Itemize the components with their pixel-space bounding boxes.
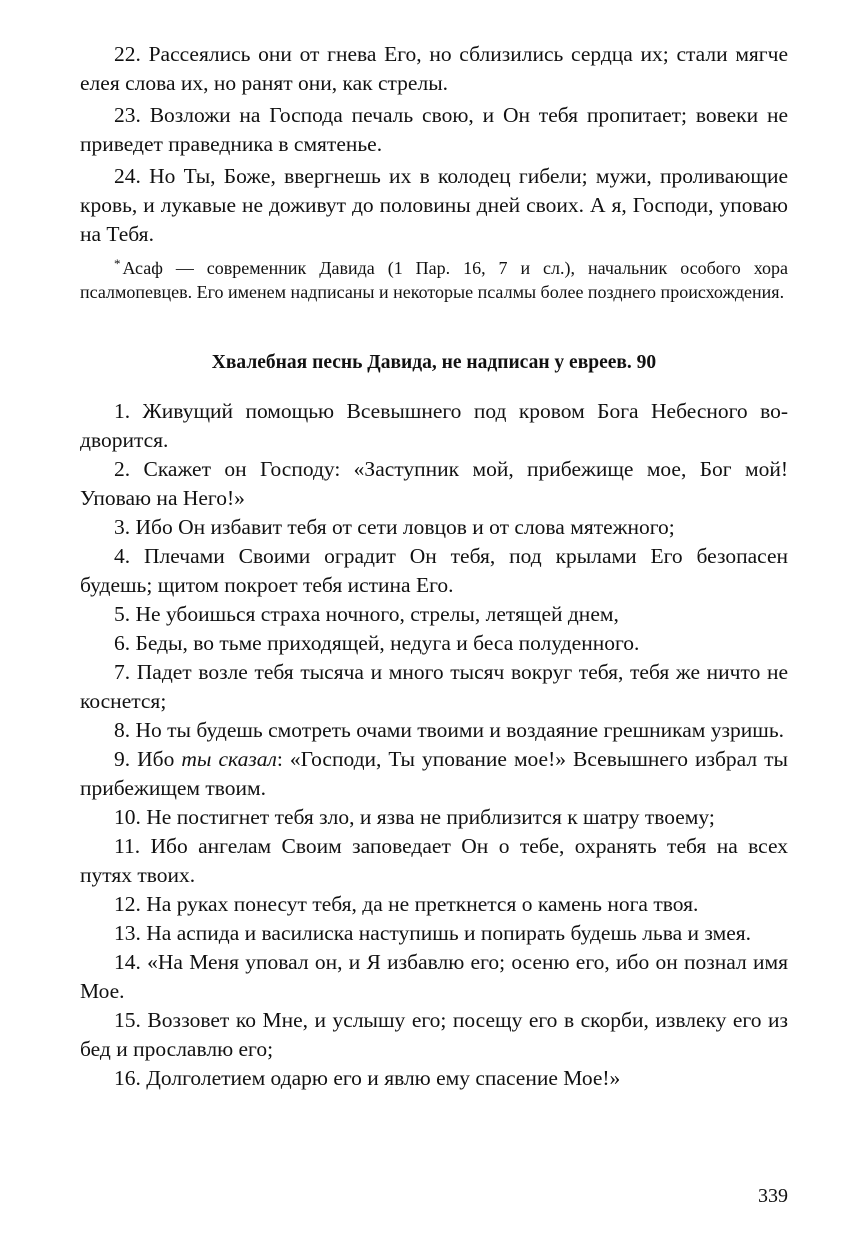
verse-9-italic: ты сказал xyxy=(181,747,277,771)
verse-1: 1. Живущий помощью Всевышнего под кровом Бога Небесного водворится. xyxy=(80,399,788,452)
psalm-heading: Хвалебная песнь Давида, не надписан у евреев. 90 xyxy=(211,352,657,373)
verse-8: 8. Но ты будешь смотреть очами твоими и воздаяние грешникам узришь. xyxy=(114,718,785,742)
footnote xyxy=(80,256,788,304)
verse-12: 12. На руках понесут тебя, да не преткнется о камень нога твоя. xyxy=(114,892,699,916)
verse-14: 14. «На Меня уповал он, и Я избавлю его; осеню его, ибо он познал имя Мое. xyxy=(80,950,788,1003)
verse-6: 6. Беды, во тьме приходящей, недуга и беса полуденного. xyxy=(114,631,640,655)
top-verses xyxy=(80,40,788,252)
page-number: 339 xyxy=(758,1185,788,1207)
verse-10: 10. Не постигнет тебя зло, и язва не приблизится к шатру твоему; xyxy=(114,805,715,829)
psalm-90-verses xyxy=(80,397,788,1093)
verse-3: 3. Ибо Он избавит тебя от сети ловцов и от слова мятежного; xyxy=(114,515,675,539)
verse-16: 16. Долголетием одарю его и явлю ему спасение Мое!» xyxy=(114,1066,621,1090)
verse-2: 2. Скажет он Господу: «Заступник мой, прибежище мое, Бог мой! Уповаю на Него!» xyxy=(80,457,788,510)
verse-9-suffix: : «Господи, Ты упование мое!» Всевышнего избрал ты прибежищем твоим. xyxy=(80,747,788,800)
verse-11: 11. Ибо ангелам Своим заповедает Он о тебе, охранять тебя на всех путях твоих. xyxy=(80,834,788,887)
verse-24: 24. Но Ты, Боже, ввергнешь их в колодец гибели; мужи, проливающие кровь, и лукавые не доживут до половины дней своих. А я, Господи, уповаю на Тебя. xyxy=(80,164,788,246)
footnote-text: Асаф — современник Давида (1 Пар. 16, 7 и сл.), начальник особого хора псалмопевцев. Его именем надписаны и некоторые псалмы более позднего происхождения. xyxy=(80,258,788,302)
verse-4: 4. Плечами Своими оградит Он тебя, под крылами Его безопасен будешь; щитом покроет тебя истина Его. xyxy=(80,544,788,597)
verse-9 xyxy=(80,745,788,803)
verse-15: 15. Воззовет ко Мне, и услышу его; посещу его в скорби, извлеку его из бед и прославлю его; xyxy=(80,1008,788,1061)
verse-9-prefix: 9. Ибо xyxy=(114,747,182,771)
verse-22: 22. Рассеялись они от гнева Его, но сблизились сердца их; стали мягче елея слова их, но ранят они, как стрелы. xyxy=(80,42,788,95)
verse-5: 5. Не убоишься страха ночного, стрелы, летящей днем, xyxy=(114,602,619,626)
footnote-mark: * xyxy=(114,256,121,271)
verse-23: 23. Возложи на Господа печаль свою, и Он тебя пропитает; вовеки не приведет праведника в смятенье. xyxy=(80,103,788,156)
verse-13: 13. На аспида и василиска наступишь и попирать будешь льва и змея. xyxy=(114,921,752,945)
verse-7: 7. Падет возле тебя тысяча и много тысяч вокруг тебя, тебя же ничто не коснется; xyxy=(80,660,788,713)
